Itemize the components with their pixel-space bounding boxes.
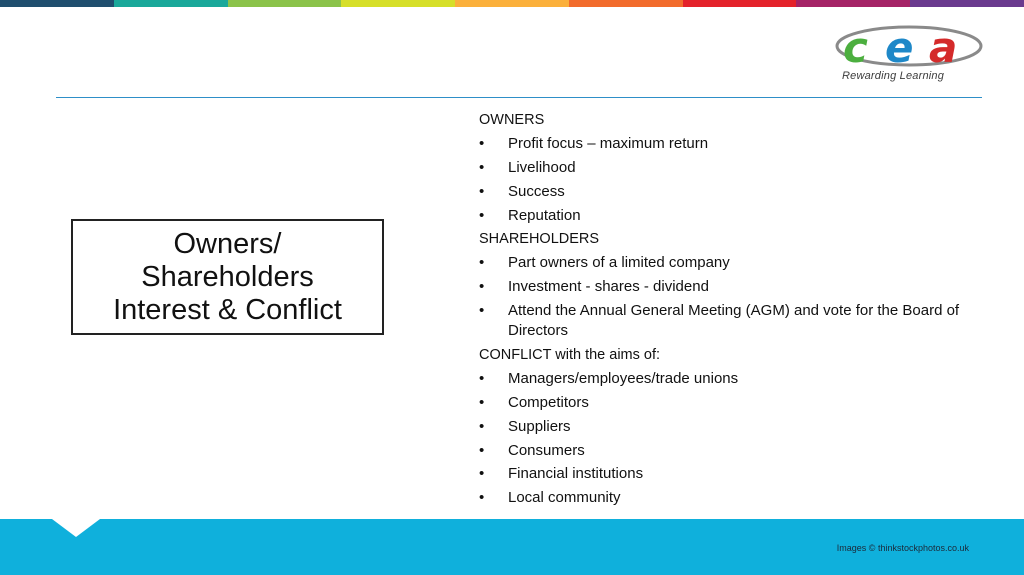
footer-notch-shape [52,519,100,537]
stripe-segment [114,0,228,7]
bullet-icon: • [479,417,485,435]
title-line-2: Shareholders [141,260,314,293]
stripe-segment [455,0,569,7]
shareholders-heading: SHAREHOLDERS [479,231,600,248]
owners-item [479,158,979,178]
stripe-segment [0,0,114,7]
logo-tagline: Rewarding Learning [842,70,945,82]
image-credit: Images © thinkstockphotos.co.uk [836,543,969,553]
conflict-item [479,441,979,461]
conflict-list [479,369,979,508]
shareholders-item-text: Part owners of a limited company [508,254,730,272]
content-list [479,110,979,512]
stripe-segment [341,0,455,7]
shareholders-item [479,277,979,297]
title-box [71,219,384,335]
cea-logo-mark [833,24,985,70]
shareholders-item [479,253,979,273]
conflict-item [479,369,979,389]
conflict-item [479,464,979,484]
owners-item-text: Reputation [508,206,581,224]
slide-title [113,228,342,327]
bullet-icon: • [479,158,485,176]
bullet-icon: • [479,465,485,483]
owners-item [479,134,979,154]
bullet-icon: • [479,206,485,224]
shareholders-item [479,301,979,341]
stripe-segment [569,0,683,7]
bullet-icon: • [479,254,485,272]
stripe-segment [796,0,910,7]
svg-text:a: a [929,24,958,70]
conflict-item [479,393,979,413]
owners-item-text: Profit focus – maximum return [508,134,709,152]
bullet-icon: • [479,302,485,320]
shareholders-item-text: Attend the Annual General Meeting (AGM) and vote for the Board of Directors [508,302,960,340]
shareholders-list [479,253,979,341]
conflict-item-text: Local community [508,489,621,507]
conflict-item [479,488,979,508]
conflict-item-text: Financial institutions [508,465,644,483]
owners-list [479,134,979,226]
bullet-icon: • [479,489,485,507]
owners-item-text: Livelihood [508,158,576,176]
shareholders-item-text: Investment - shares - dividend [508,278,709,296]
stripe-segment [228,0,342,7]
title-line-1: Owners/ [173,227,282,260]
cea-logo [833,24,985,88]
conflict-item-text: Suppliers [508,417,571,435]
svg-text:e: e [885,24,914,70]
owners-item [479,206,979,226]
svg-text:c: c [843,24,868,70]
conflict-heading: CONFLICT with the aims of: [479,347,661,364]
bullet-icon: • [479,134,485,152]
stripe-segment [683,0,797,7]
conflict-item [479,417,979,437]
color-stripe-bar [0,0,1024,7]
bullet-icon: • [479,182,485,200]
bullet-icon: • [479,441,485,459]
owners-heading: OWNERS [479,112,545,128]
conflict-item-text: Competitors [508,393,589,411]
header-divider [56,97,982,98]
bullet-icon: • [479,393,485,411]
stripe-segment [910,0,1024,7]
owners-item [479,182,979,202]
owners-item-text: Success [508,182,565,200]
conflict-item-text: Consumers [508,441,585,459]
bullet-icon: • [479,278,485,296]
title-line-3: Interest & Conflict [113,293,342,326]
conflict-item-text: Managers/employees/trade unions [508,369,739,387]
bullet-icon: • [479,369,485,387]
